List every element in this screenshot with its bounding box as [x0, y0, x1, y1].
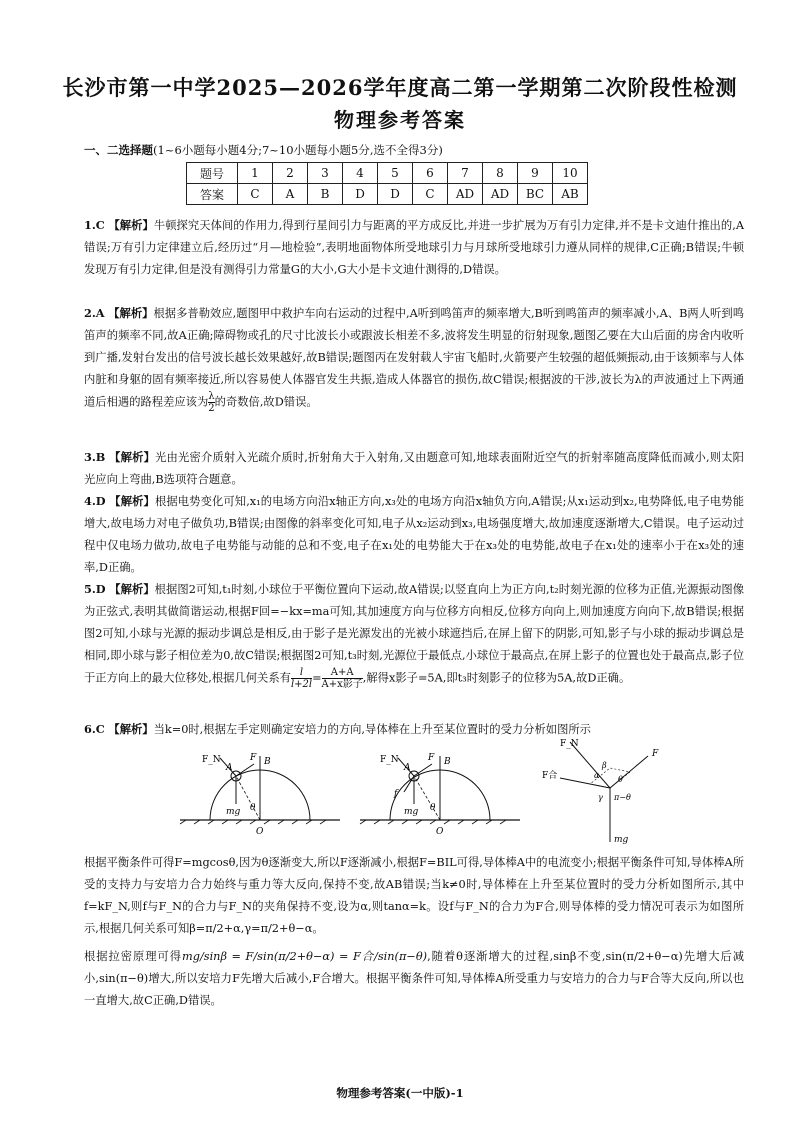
q6-para1: 根据平衡条件可得F=mgcosθ,因为θ逐渐变大,所以F逐渐减小,根据F=BIL可得,导体棒A中的电流变小;根据平衡条件可知,导体棒A所受的支持力与安培力合力始终与重力等大反向,保持不变,故AB错误;当k≠0时,导体棒在上升至某位置时的受力分析如图所示,其中f=kF_N,则f与F_N的合力与F_N的夹角保持不变,设为α,则tanα=k。设f与F_N的合力为F合,则导体棒的受力情况可表示为如图所示,根据几何关系可知β=π/2+α,γ=π/2+θ−α。 — [84, 856, 744, 935]
q1-number: 1.C — [84, 218, 105, 232]
q2-tag: 【解析】 — [108, 306, 154, 320]
fig1-label-mg: mg — [226, 807, 241, 817]
q6-para2 — [84, 946, 744, 1012]
table-cell: 6 — [413, 163, 448, 184]
q4-tag: 【解析】 — [109, 494, 155, 508]
q1-text: 牛顿探究天体间的作用力,得到行星间引力与距离的平方成反比,并进一步扩展为万有引力定律,并不是卡文迪什推出的,A错误;万有引力定律建立后,经历过“月—地检验”,表明地面物体所受地球引力与月球所受地球引力遵从同样的规律,C正确;B错误;牛顿发现万有引力定律,但是没有测得引力常量G的大小,G大小是卡文迪什测得的,D错误。 — [84, 219, 745, 276]
table-cell: B — [308, 184, 343, 205]
q4-text: 根据电势变化可知,x₁的电场方向沿x轴正方向,x₃处的电场方向沿x轴负方向,A错误;从x₁运动到x₂,电势降低,电子电势能增大,故电场力对电子做负功,B错误;由图像的斜率变化可知,电子从x₂运动到x₃,电场强度增大,故加速度逐渐增大,C错误。电子运动过程中仅电场力做功,故电子电势能与动能的总和不变,电子在x₁处的电势能大于在x₃处的电势能,故电子在x₁处的速率小于在x₃处的速率,D正确。 — [84, 495, 744, 574]
fig2-label-a: A — [404, 763, 411, 773]
q5-number: 5.D — [84, 582, 106, 596]
fig2-label-fn: F_N — [380, 755, 399, 765]
q5-eq2-den: A+x影子 — [321, 679, 363, 690]
table-row-numbers — [187, 163, 588, 184]
page-footer: 物理参考答案(一中版)-1 — [336, 1086, 464, 1100]
force-diagram-1 — [180, 753, 340, 837]
q5-text: 根据图2可知,t₁时刻,小球位于平衡位置向下运动,故A错误;以竖直向上为正方向,t₂时刻光源的位移为正值,光源振动图像为正弦式,表明其做简谐运动,根据F回=−kx=ma可知,其加速度方向与位移方向相反,位移方向向上,则加速度方向向下,故B错误;根据图2可知,小球与光源的振动步调总是相反,由于影子是光源发出的光被小球遮挡后,在屏上留下的阴影,可知,影子与小球的振动步调总是相同,即小球与影子相位差为0,故C错误;根据图2可知,t₃时刻,光源位于最低点,小球位于最高点,在屏上影子的位置也处于最高点,影子位于正方向上的最大位移处,根据几何关系有 — [84, 583, 744, 685]
answer-q2 — [84, 302, 744, 414]
fig1-label-theta: θ — [250, 803, 256, 813]
doc-title: 长沙市第一中学2025—2026学年度高二第一学期第二次阶段性检测 — [62, 75, 738, 100]
table-cell: AD — [448, 184, 483, 205]
q2-frac-den: 2 — [208, 403, 215, 414]
table-cell: 10 — [553, 163, 588, 184]
table-cell: C — [238, 184, 273, 205]
q6-para2-tail: ,随着θ逐渐增大的过程,sinβ不变,sin(π/2+θ−α)先增大后减小,sin(π−θ)增大,所以安培力F先增大后减小,F合增大。根据平衡条件可知,导体棒A所受重力与安培力的合力与F合等大反向,所以也一直增大,故C正确,D错误。 — [84, 950, 744, 1007]
fig2-label-f: F — [428, 753, 435, 763]
table-cell: 7 — [448, 163, 483, 184]
q2-tail: 的奇数倍,故D错误。 — [214, 395, 318, 409]
q6-para2-lead: 根据拉密原理可得 — [84, 950, 183, 963]
force-diagram-3 — [542, 739, 659, 845]
q5-eq1-den: l+2l — [290, 679, 313, 690]
q3-text: 光由光密介质射入光疏介质时,折射角大于入射角,又由题意可知,地球表面附近空气的折射率随高度降低而减小,则太阳光应向上弯曲,B选项符合题意。 — [84, 451, 744, 486]
fig3-label-f: F — [652, 749, 659, 759]
section-note: (1~6小题每小题4分;7~10小题每小题5分,选不全得3分) — [153, 143, 443, 157]
section-heading — [84, 142, 443, 158]
fig3-label-fn: F_N — [560, 739, 579, 749]
table-cell: BC — [518, 184, 553, 205]
q5-tag: 【解析】 — [109, 582, 155, 596]
q6-para2-eq: mg/sinβ = F/sin(π/2+θ−α) = F合/sin(π−θ) — [182, 950, 428, 963]
fig2-label-o: O — [436, 827, 444, 837]
q6-number: 6.C — [84, 722, 105, 736]
table-cell: AB — [553, 184, 588, 205]
table-cell: C — [413, 184, 448, 205]
table-cell: 2 — [273, 163, 308, 184]
q3-number: 3.B — [84, 450, 106, 464]
fig3-label-beta: β — [602, 761, 607, 770]
force-diagram-2 — [360, 753, 520, 837]
answer-table — [186, 162, 588, 205]
q6-tag: 【解析】 — [108, 722, 154, 736]
force-diagrams — [150, 738, 750, 850]
answer-q1 — [84, 214, 744, 281]
table-cell: 8 — [483, 163, 518, 184]
doc-subtitle: 物理参考答案 — [334, 108, 466, 132]
fig1-label-b: B — [264, 757, 271, 767]
fig3-label-alpha: α — [594, 771, 600, 780]
fig1-label-o: O — [256, 827, 264, 837]
fig2-label-friction: f — [394, 789, 398, 799]
table-row-label: 答案 — [187, 184, 238, 205]
fig3-label-theta: θ — [618, 775, 623, 784]
q5-eq2-num: A+A — [322, 667, 363, 679]
fig3-label-gamma: γ — [598, 793, 603, 802]
fig1-label-fn: F_N — [202, 755, 221, 765]
q2-number: 2.A — [84, 306, 105, 320]
fig3-label-pi-theta: π−θ — [614, 793, 631, 802]
table-cell: A — [273, 184, 308, 205]
table-row-label: 题号 — [187, 163, 238, 184]
table-cell: D — [343, 184, 378, 205]
answer-q5: 5.D 【解析】根据图2可知,t₁时刻,小球位于平衡位置向下运动,故A错误;以竖直向上为正方向,t₂时刻光源的位移为正值,光源振动图像为正弦式,表明其做简谐运动,根据F回=−kx=ma可知,其加速度方向与位移方向相反,位移方向向上,则加速度方向向下,故B错误;根据图2可知,小球与光源的振动步调总是相反,由于影子是光源发出的光被小球遮挡后,在屏上留下的阴影,可知,影子与小球的振动步调总是相同,即小球与影子相位差为0,故C错误;根据图2可知,t₃时刻,光源位于最低点,小球位于最高点,在屏上影子的位置也处于最高点,影子位于正方向上的最大位移处,根据几何关系有 $\frac{l}{l+2l}$ = A+A A+x影子 ,解得x影子=5A,即t₃时刻影子的位移为5A,故D正确。 — [84, 582, 744, 690]
table-cell: 5 — [378, 163, 413, 184]
table-cell: 9 — [518, 163, 553, 184]
table-cell: 3 — [308, 163, 343, 184]
fig1-label-a: A — [226, 763, 233, 773]
q6-intro: 当k=0时,根据左手定则确定安培力的方向,导体棒在上升至某位置时的受力分析如图所示 — [153, 723, 591, 736]
fig1-label-f: F — [250, 753, 257, 763]
section-title: 一、二选择题 — [84, 143, 153, 157]
answer-q4 — [84, 490, 744, 579]
q5-eq1-num: l — [291, 667, 312, 679]
q5-fraction-1 — [291, 667, 312, 690]
table-cell: D — [378, 184, 413, 205]
table-row-answers — [187, 184, 588, 205]
q4-number: 4.D — [84, 494, 106, 508]
fig2-label-b: B — [444, 757, 451, 767]
table-cell: 1 — [238, 163, 273, 184]
q5-tail: ,解得x影子=5A,即t₃时刻影子的位移为5A,故D正确。 — [362, 671, 631, 685]
fig3-label-fhe: F合 — [542, 771, 558, 781]
answer-q3 — [84, 446, 744, 491]
fig3-label-mg: mg — [614, 835, 629, 845]
q3-tag: 【解析】 — [109, 450, 156, 464]
table-cell: AD — [483, 184, 518, 205]
q5-fraction-2 — [322, 667, 363, 690]
table-cell: 4 — [343, 163, 378, 184]
q2-frac-num: λ — [208, 391, 215, 402]
fig2-label-mg: mg — [404, 807, 419, 817]
q1-tag: 【解析】 — [108, 218, 154, 232]
fig2-label-theta: θ — [430, 803, 436, 813]
q2-text: 根据多普勒效应,题图甲中救护车向右运动的过程中,A听到鸣笛声的频率增大,B听到鸣笛声的频率减小,A、B两人听到鸣笛声的频率不同,故A正确;障碍物或孔的尺寸比波长小或跟波长相差不多,波将发生明显的衍射现象,题图乙要在大山后面的房舍内收听到广播,发射台发出的信号波长越长效果越好,故B错误;题图丙在发射载人宇宙飞船时,火箭要产生较强的超低频振动,由于该频率与人体内脏和身躯的固有频率接近,所以容易使人体器官发生共振,造成人体器官的损伤,故C错误;根据波的干涉,波长为λ的声波通过上下两通道后相遇的路程差应该为 — [84, 307, 744, 409]
